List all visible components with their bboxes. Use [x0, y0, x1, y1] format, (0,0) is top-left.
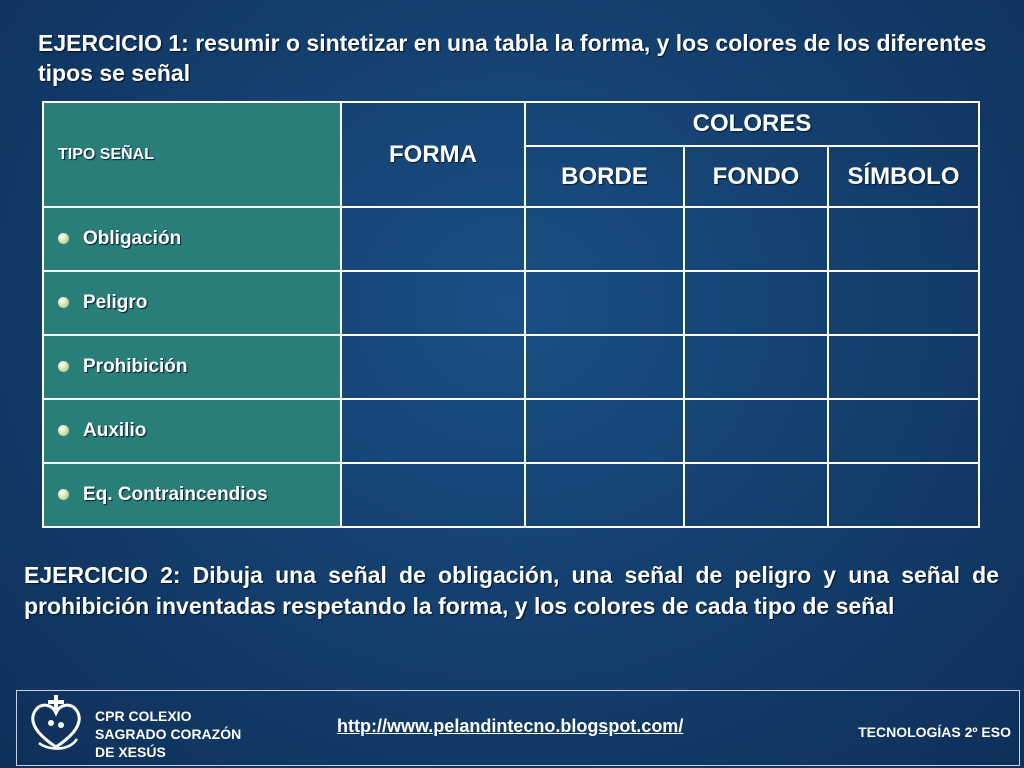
course-label: TECNOLOGÍAS 2º ESO	[858, 724, 1011, 740]
simbolo-cell[interactable]	[828, 271, 979, 335]
forma-cell[interactable]	[341, 207, 525, 271]
school-line: DE XESÚS	[95, 744, 166, 760]
table-row	[43, 335, 979, 399]
row-label: Eq. Contraincendios	[83, 484, 268, 505]
fondo-cell[interactable]	[684, 399, 828, 463]
borde-cell[interactable]	[525, 463, 684, 527]
simbolo-cell[interactable]	[828, 463, 979, 527]
fondo-cell[interactable]	[684, 271, 828, 335]
header-colores: COLORES	[525, 102, 979, 146]
table-row	[43, 399, 979, 463]
bullet-dot-icon	[58, 425, 69, 436]
forma-cell[interactable]	[341, 399, 525, 463]
borde-cell[interactable]	[525, 207, 684, 271]
row-label-cell	[43, 399, 341, 463]
header-borde: BORDE	[525, 146, 684, 207]
simbolo-cell[interactable]	[828, 207, 979, 271]
borde-cell[interactable]	[525, 399, 684, 463]
row-label: Peligro	[83, 292, 148, 313]
row-label: Prohibición	[83, 356, 188, 377]
heart-cross-logo-icon	[25, 693, 87, 755]
bullet-dot-icon	[58, 297, 69, 308]
header-fondo: FONDO	[684, 146, 828, 207]
school-line: CPR COLEXIO	[95, 708, 192, 724]
header-simbolo: SÍMBOLO	[828, 146, 979, 207]
footer	[16, 690, 1020, 766]
bullet-dot-icon	[58, 233, 69, 244]
table-row	[43, 207, 979, 271]
bullet-dot-icon	[58, 361, 69, 372]
row-label-cell	[43, 335, 341, 399]
header-tipo-senal: TIPO SEÑAL	[43, 102, 341, 207]
signals-table	[42, 101, 980, 528]
table-row	[43, 463, 979, 527]
borde-cell[interactable]	[525, 335, 684, 399]
blog-link[interactable]: http://www.pelandintecno.blogspot.com/	[337, 716, 684, 736]
fondo-cell[interactable]	[684, 463, 828, 527]
forma-cell[interactable]	[341, 463, 525, 527]
row-label-cell	[43, 463, 341, 527]
exercise-2-text: EJERCICIO 2: Dibuja una señal de obligación, una señal de peligro y una señal de prohibición inventadas respetando la forma, y los colores de cada tipo de señal	[24, 562, 999, 619]
forma-cell[interactable]	[341, 335, 525, 399]
forma-cell[interactable]	[341, 271, 525, 335]
school-line: SAGRADO CORAZÓN	[95, 726, 242, 742]
school-name	[95, 707, 241, 761]
borde-cell[interactable]	[525, 271, 684, 335]
simbolo-cell[interactable]	[828, 399, 979, 463]
row-label: Obligación	[83, 228, 182, 249]
fondo-cell[interactable]	[684, 335, 828, 399]
fondo-cell[interactable]	[684, 207, 828, 271]
row-label: Auxilio	[83, 420, 147, 441]
simbolo-cell[interactable]	[828, 335, 979, 399]
row-label-cell	[43, 271, 341, 335]
table-row	[43, 271, 979, 335]
exercise-1-text: EJERCICIO 1: resumir o sintetizar en una tabla la forma, y los colores de los diferentes tipos se señal	[38, 30, 987, 86]
header-forma: FORMA	[341, 102, 525, 207]
bullet-dot-icon	[58, 489, 69, 500]
row-label-cell	[43, 207, 341, 271]
